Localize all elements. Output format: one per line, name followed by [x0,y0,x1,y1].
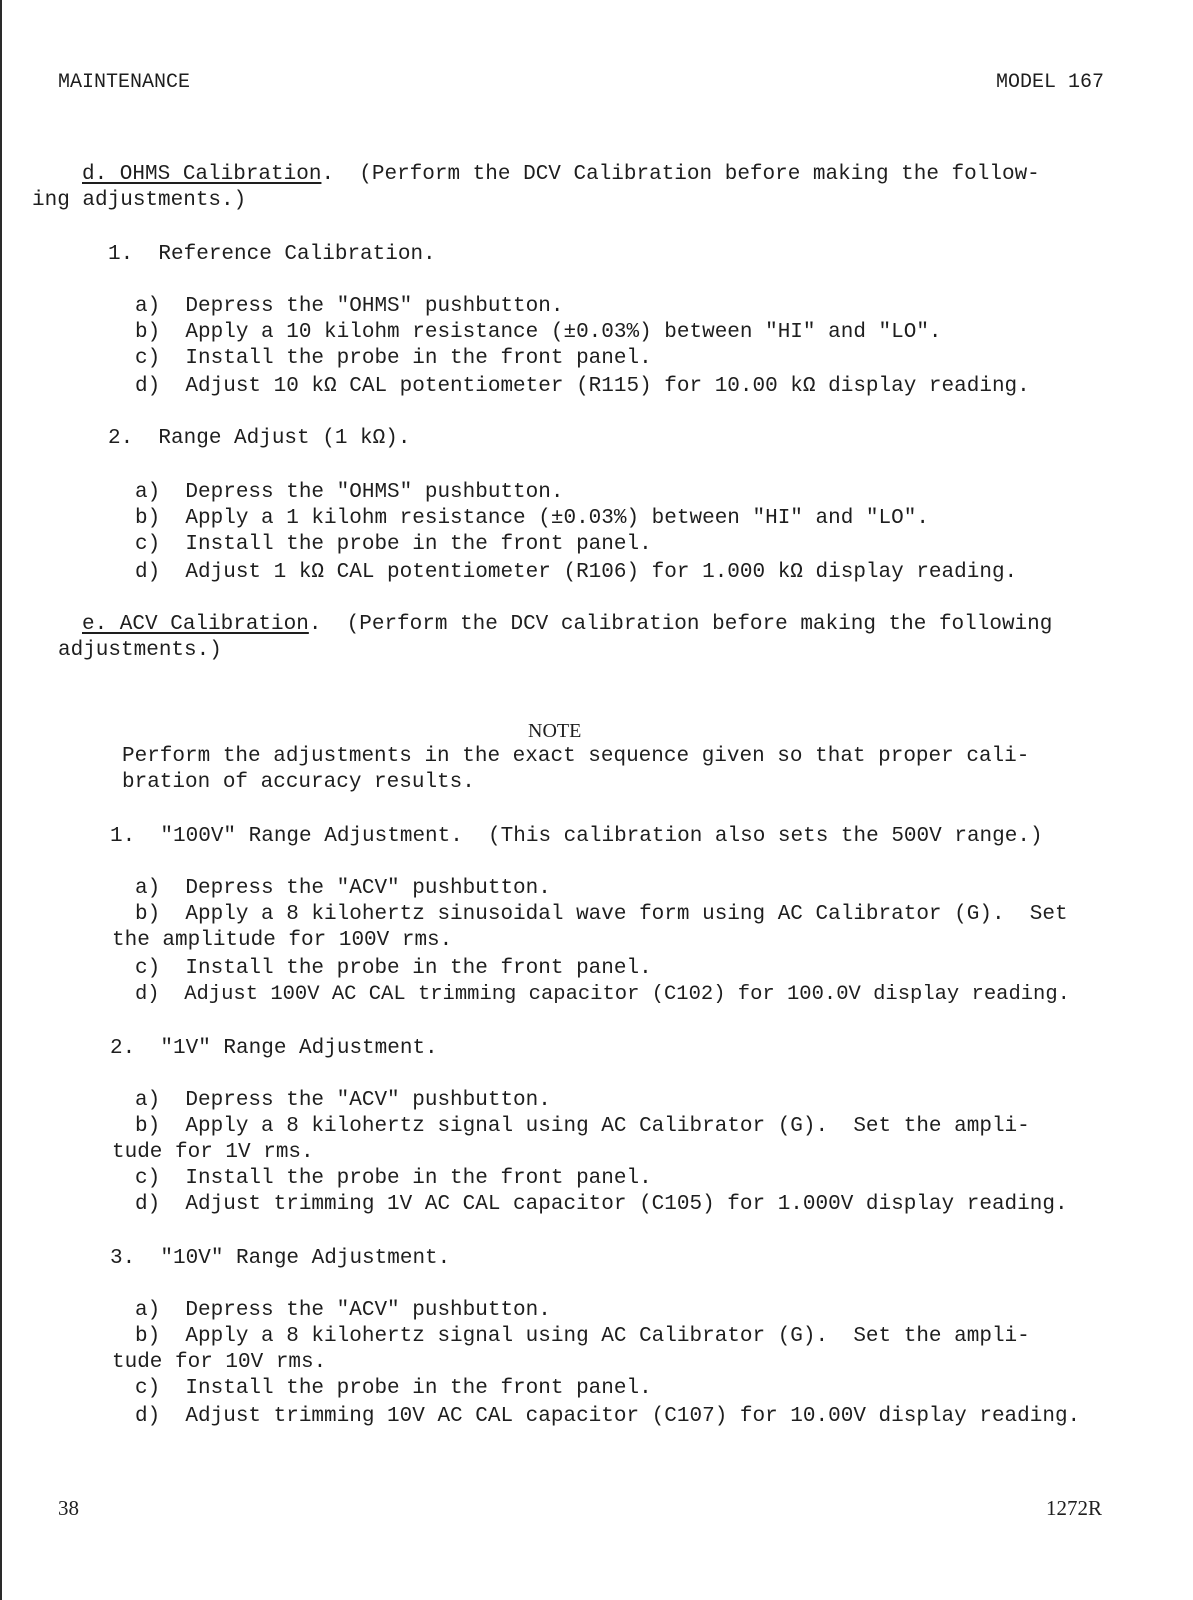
acv-step1-item-d: d) Adjust 100V AC CAL trimming capacitor (C102) for 100.0V display reading. [135,983,1070,1006]
ohms-step2-item-c: c) Install the probe in the front panel. [135,533,652,556]
note-line-1: Perform the adjustments in the exact sequence given so that proper cali- [122,745,1030,768]
page-number: 38 [58,1496,79,1520]
ohms-step1-item-c: c) Install the probe in the front panel. [135,347,652,370]
ohms-step2-title: 2. Range Adjust (1 kΩ). [108,427,411,450]
ohms-step2-item-a: a) Depress the "OHMS" pushbutton. [135,481,564,504]
section-e-heading: e. ACV Calibration [82,613,309,636]
section-d-intro-cont: ing adjustments.) [32,189,247,212]
header-left: MAINTENANCE [58,71,191,94]
acv-step2-item-c: c) Install the probe in the front panel. [135,1167,652,1190]
note-title: NOTE [528,720,582,742]
acv-step2-item-d: d) Adjust trimming 1V AC CAL capacitor (C105) for 1.000V display reading. [135,1193,1068,1216]
acv-step2-title: 2. "1V" Range Adjustment. [110,1037,438,1060]
acv-step3-title: 3. "10V" Range Adjustment. [110,1247,451,1270]
acv-step1-item-b: b) Apply a 8 kilohertz sinusoidal wave form using AC Calibrator (G). Set [135,903,1068,926]
ohms-step1-title: 1. Reference Calibration. [108,243,436,266]
acv-step3-item-b: b) Apply a 8 kilohertz signal using AC Calibrator (G). Set the ampli- [135,1325,1030,1348]
section-d-intro-text: . (Perform the DCV Calibration before making the follow- [321,163,1040,186]
section-e-intro-cont: adjustments.) [58,639,222,662]
acv-step3-item-d: d) Adjust trimming 10V AC CAL capacitor (C107) for 10.00V display reading. [135,1405,1081,1428]
acv-step1-item-c: c) Install the probe in the front panel. [135,957,652,980]
ohms-step1-item-d: d) Adjust 10 kΩ CAL potentiometer (R115) for 10.00 kΩ display reading. [135,375,1030,398]
section-d-intro [82,162,1040,188]
section-e-intro-text: . (Perform the DCV calibration before making the following [308,613,1053,636]
ohms-step2-item-d: d) Adjust 1 kΩ CAL potentiometer (R106) for 1.000 kΩ display reading. [135,561,1018,584]
section-d-heading: d. OHMS Calibration [82,163,322,186]
ohms-step1-item-a: a) Depress the "OHMS" pushbutton. [135,295,564,318]
note-line-2: bration of accuracy results. [122,771,475,794]
acv-step3-item-c: c) Install the probe in the front panel. [135,1377,652,1400]
acv-step3-item-b-cont: tude for 10V rms. [112,1351,327,1374]
ohms-step1-item-b: b) Apply a 10 kilohm resistance (±0.03%) between "HI" and "LO". [135,321,942,344]
acv-step1-item-a: a) Depress the "ACV" pushbutton. [135,877,551,900]
acv-step2-item-b-cont: tude for 1V rms. [112,1141,314,1164]
acv-step1-title: 1. "100V" Range Adjustment. (This calibration also sets the 500V range.) [110,825,1043,848]
acv-step2-item-a: a) Depress the "ACV" pushbutton. [135,1089,551,1112]
ohms-step2-item-b: b) Apply a 1 kilohm resistance (±0.03%) between "HI" and "LO". [135,507,929,530]
acv-step2-item-b: b) Apply a 8 kilohertz signal using AC Calibrator (G). Set the ampli- [135,1115,1030,1138]
header-right: MODEL 167 [996,71,1105,94]
page-edge-line [0,0,2,1600]
document-code: 1272R [1046,1496,1103,1520]
acv-step3-item-a: a) Depress the "ACV" pushbutton. [135,1299,551,1322]
acv-step1-item-b-cont: the amplitude for 100V rms. [112,929,453,952]
section-e-intro [82,612,1052,638]
